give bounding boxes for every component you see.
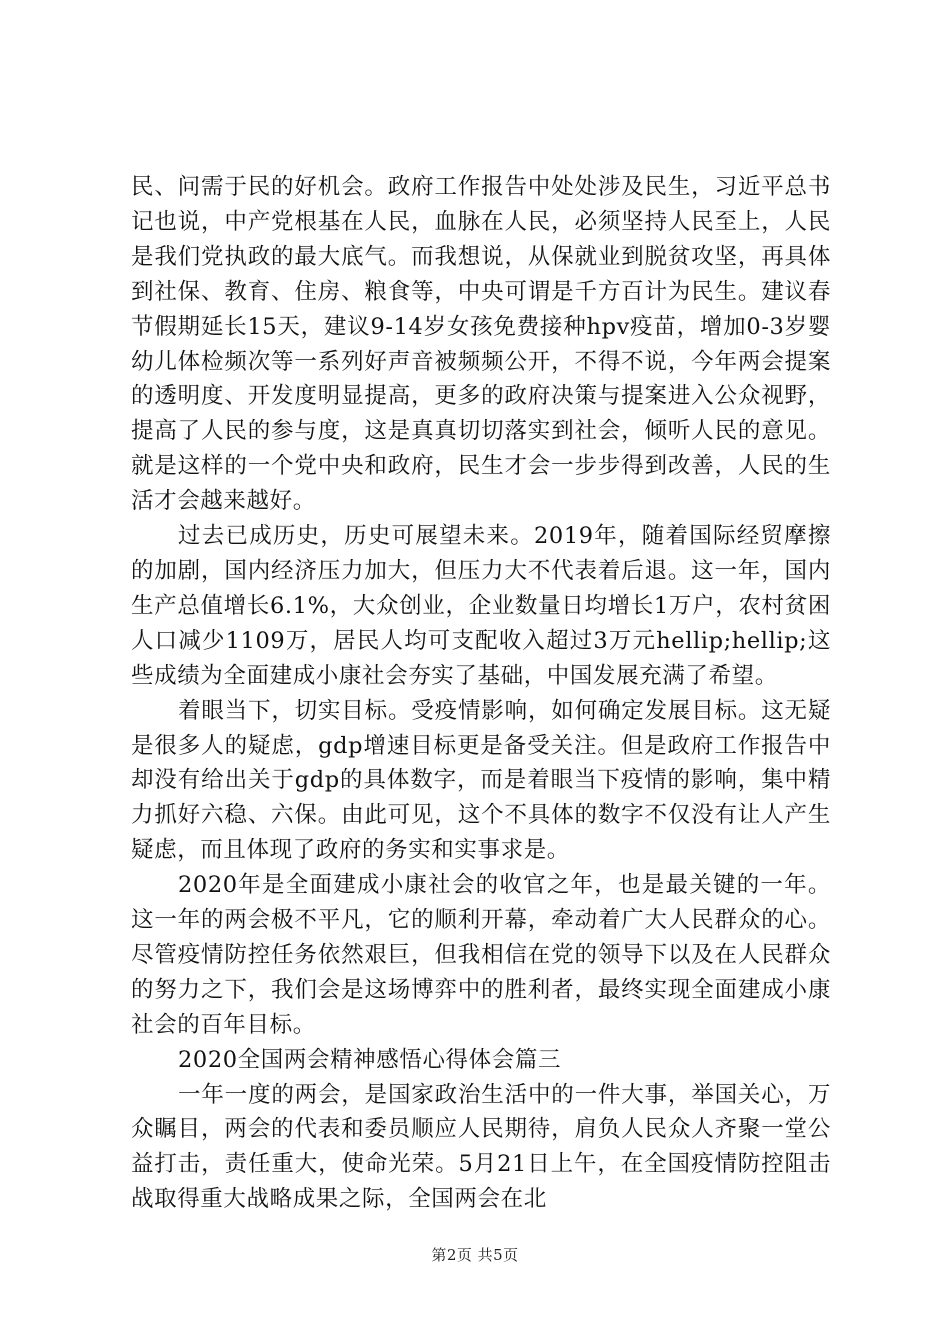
document-body <box>131 170 831 1217</box>
paragraph-two-sessions: 一年一度的两会，是国家政治生活中的一件大事，举国关心，万众瞩目，两会的代表和委员顺应人民期待，肩负人民众人齐聚一堂公益打击，责任重大，使命光荣。5月21日上午，在全国疫情防控阻击战取得重大战略成果之际，全国两会在北 <box>131 1081 831 1213</box>
paragraph-continued: 民、问需于民的好机会。政府工作报告中处处涉及民生，习近平总书记也说，中产党根基在人民，血脉在人民，必须坚持人民至上，人民是我们党执政的最大底气。而我想说，从保就业到脱贫攻坚，再具体到社保、教育、住房、粮食等，中央可谓是千方百计为民生。建议春节假期延长15天，建议9-14岁女孩免费接种hpv疫苗，增加0-3岁婴幼儿体检频次等一系列好声音被频频公开，不得不说，今年两会提案的透明度、开发度明显提高，更多的政府决策与提案进入公众视野，提高了人民的参与度，这是真真切切落实到社会，倾听人民的意见。就是这样的一个党中央和政府，民生才会一步步得到改善，人民的生活才会越来越好。 <box>131 174 831 515</box>
paragraph-2020: 2020年是全面建成小康社会的收官之年，也是最关键的一年。这一年的两会极不平凡，它的顺利开幕，牵动着广大人民群众的心。尽管疫情防控任务依然艰巨，但我相信在党的领导下以及在人民群众的努力之下，我们会是这场博弈中的胜利者，最终实现全面建成小康社会的百年目标。 <box>131 872 831 1038</box>
page-number: 第2页 共5页 <box>431 1246 519 1264</box>
paragraph-goals: 着眼当下，切实目标。受疫情影响，如何确定发展目标。这无疑是很多人的疑虑，gdp增速目标更是备受关注。但是政府工作报告中却没有给出关于gdp的具体数字，而是着眼当下疫情的影响，集中精力抓好六稳、六保。由此可见，这个不具体的数字不仅没有让人产生疑虑，而且体现了政府的务实和实事求是。 <box>131 697 831 864</box>
paragraph-history: 过去已成历史，历史可展望未来。2019年，随着国际经贸摩擦的加剧，国内经济压力加大，但压力大不代表着后退。这一年，国内生产总值增长6.1%，大众创业，企业数量日均增长1万户，农村贫困人口减少1109万，居民人均可支配收入超过3万元hellip;hellip;这些成绩为全面建成小康社会夯实了基础，中国发展充满了希望。 <box>131 523 831 689</box>
section-heading: 2020全国两会精神感悟心得体会篇三 <box>178 1046 562 1073</box>
